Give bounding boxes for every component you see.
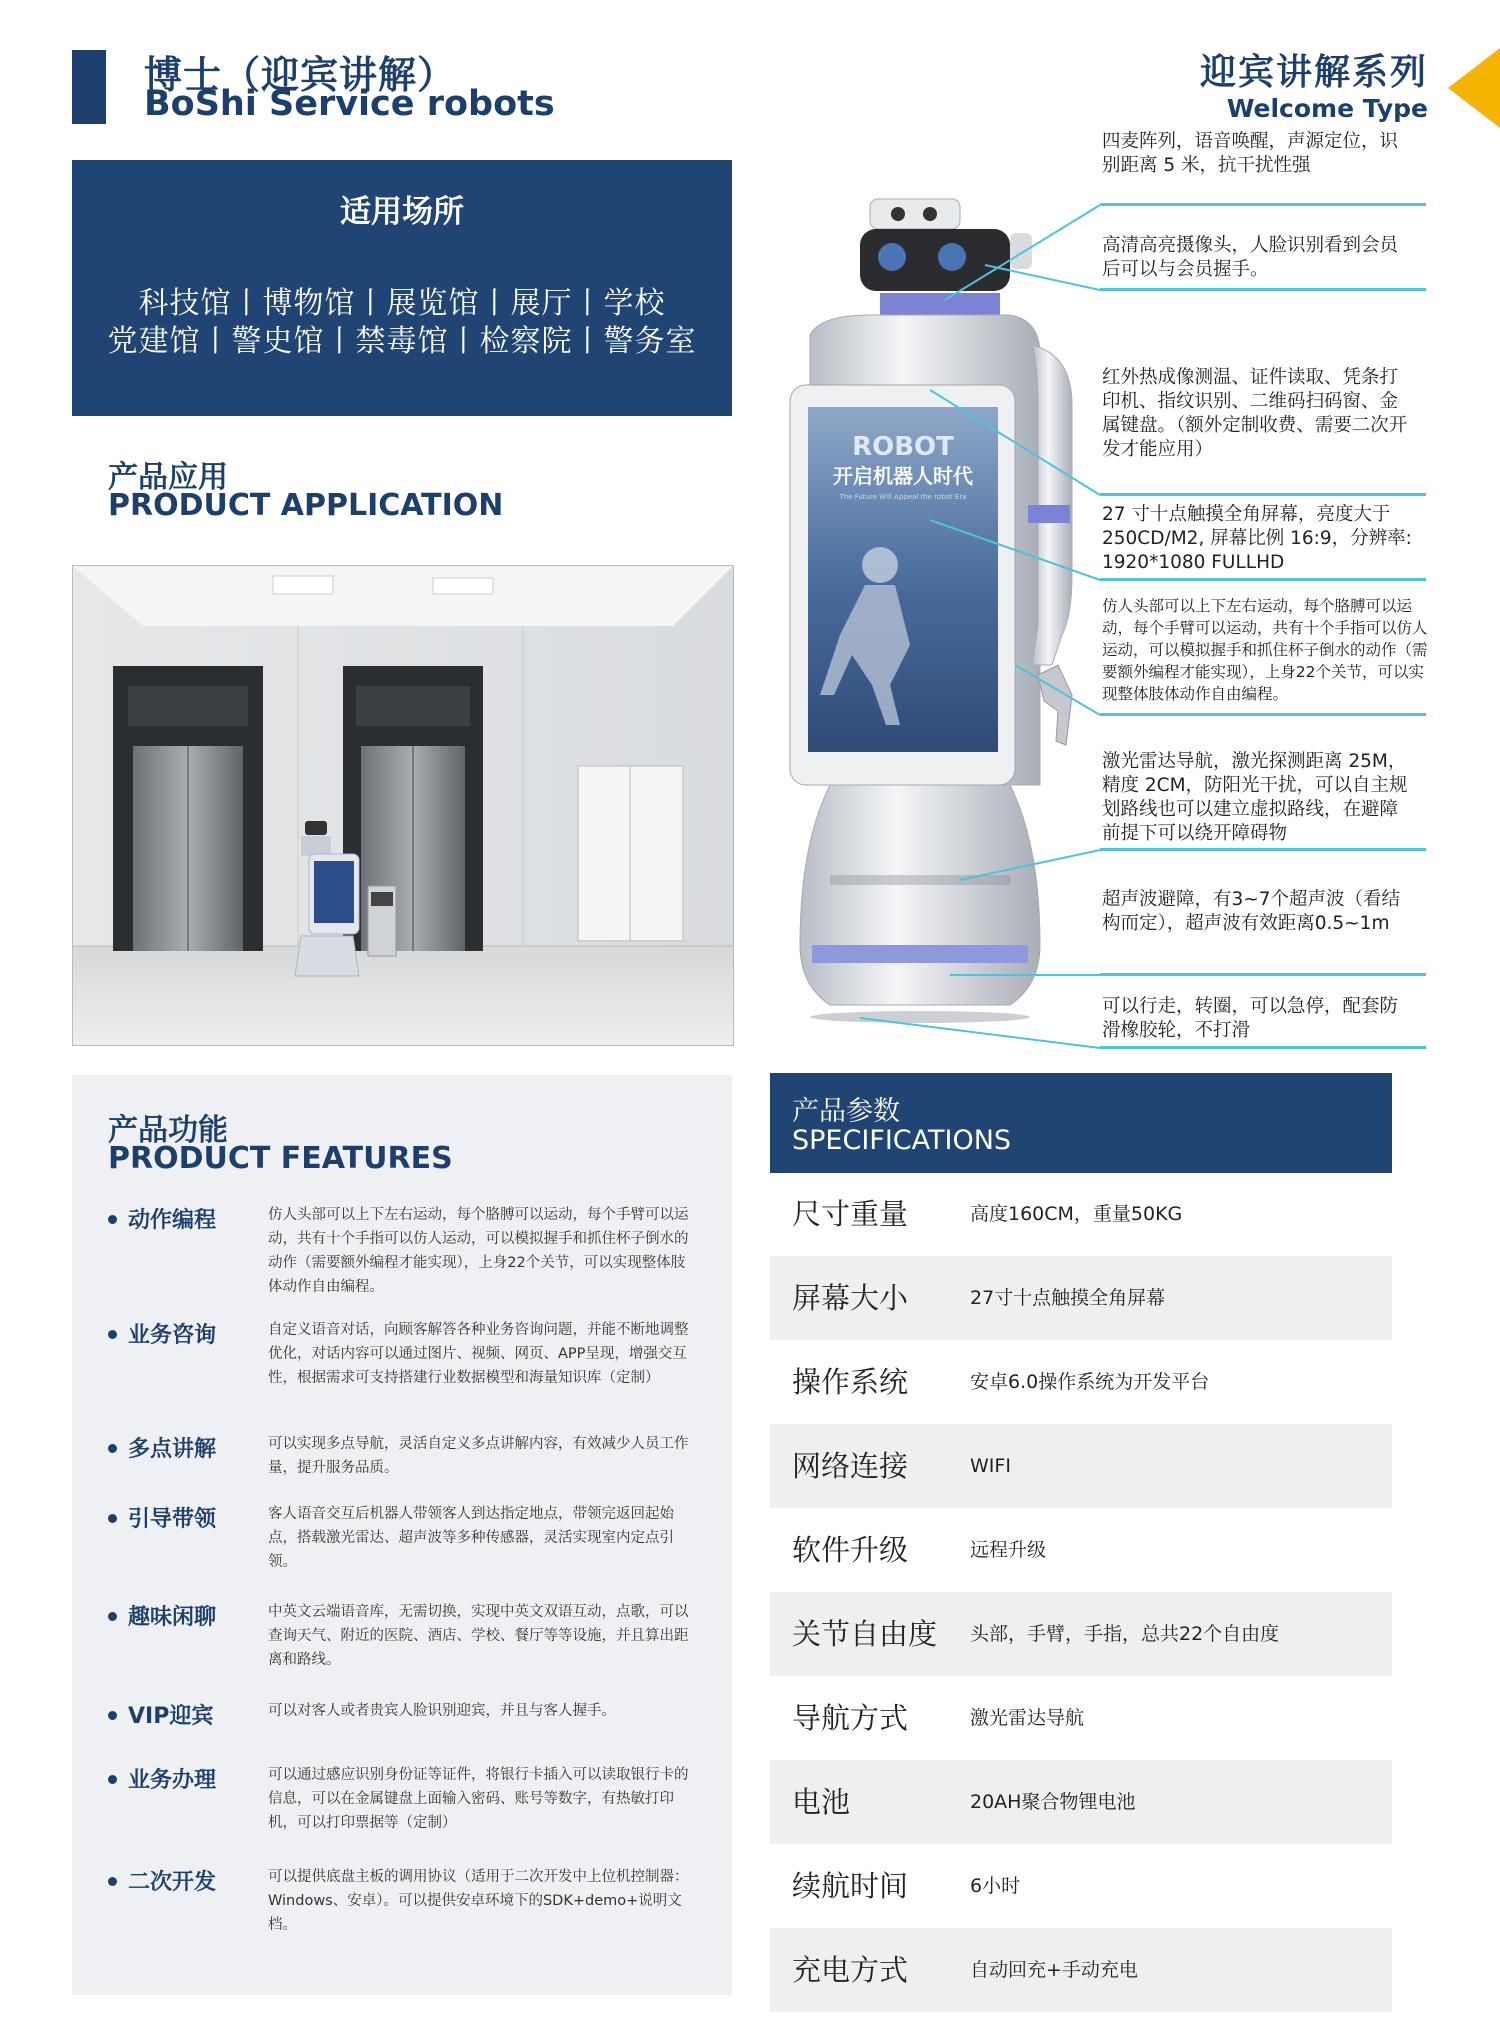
page-subtitle: BoShi Service robots: [144, 84, 555, 124]
feature-desc: 仿人头部可以上下左右运动，每个胳膊可以运动，每个手臂可以运动，共有十个手指可以仿人运动，可以模拟握手和抓住杯子倒水的动作（需要额外编程才能实现），上身22个关节，可以实现整体肢体动作自由编程。: [268, 1207, 689, 1295]
annotation-bar: [1100, 1046, 1426, 1049]
spec-row: [770, 1256, 1392, 1340]
screen-brand: ROBOT: [852, 432, 954, 462]
feature-desc: 中英文云端语音库，无需切换，实现中英文双语互动，点歌，可以查询天气、附近的医院、酒店、学校、餐厅等等设施，并且算出距离和路线。: [268, 1604, 689, 1668]
spec-row: [770, 1760, 1392, 1844]
page-title: 博士（迎宾讲解）: [144, 53, 457, 97]
annotation-bar: [1100, 288, 1426, 291]
annotation-ultrasonic: 超声波避障，有3~7个超声波（看结构而定），超声波有效距离0.5~1m: [1102, 889, 1401, 934]
feature-name: VIP迎宾: [128, 1704, 214, 1729]
feature-desc: 可以对客人或者贵宾人脸识别迎宾，并且与客人握手。: [268, 1703, 616, 1719]
spec-label: 屏幕大小: [792, 1281, 909, 1315]
spec-row: [770, 1592, 1392, 1676]
spec-label: 操作系统: [792, 1365, 909, 1399]
venues-line-2: 党建馆丨警史馆丨禁毒馆丨检察院丨警务室: [107, 324, 697, 359]
spec-label: 软件升级: [792, 1533, 909, 1567]
annotation-bar: [1100, 203, 1426, 206]
feature-name: 业务办理: [128, 1768, 217, 1793]
spec-value: 高度160CM，重量50KG: [970, 1203, 1183, 1225]
bullet-icon: [108, 1612, 117, 1621]
annotation-bar: [1100, 713, 1426, 716]
annotation-bar: [1100, 578, 1426, 581]
feature-name: 趣味闲聊: [128, 1605, 217, 1630]
series-subtitle: Welcome Type: [1226, 94, 1428, 123]
features-panel: [72, 1075, 732, 1995]
feature-name: 引导带领: [128, 1507, 217, 1532]
feature-name: 多点讲解: [128, 1437, 217, 1462]
specs-title-en: SPECIFICATIONS: [792, 1125, 1012, 1156]
feature-name: 业务咨询: [128, 1323, 217, 1348]
venues-title: 适用场所: [340, 194, 464, 230]
bullet-icon: [108, 1775, 117, 1784]
spec-row: [770, 1340, 1392, 1424]
specs-header: [770, 1073, 1392, 1173]
feature-desc: 客人语音交互后机器人带领客人到达指定地点，带领完返回起始点，搭载激光雷达、超声波等多种传感器，灵活实现室内定点引领。: [268, 1506, 674, 1570]
feature-desc: 自定义语音对话，向顾客解答各种业务咨询问题，并能不断地调整优化，对话内容可以通过图片、视频、网页、APP呈现，增强交互性，根据需求可支持搭建行业数据模型和海量知识库（定制）: [268, 1322, 689, 1386]
feature-desc: 可以提供底盘主板的调用协议（适用于二次开发中上位机控制器：Windows、安卓）。可以提供安卓环境下的SDK+demo+说明文档。: [268, 1869, 689, 1933]
spec-row: [770, 1508, 1392, 1592]
feature-desc: 可以实现多点导航，灵活自定义多点讲解内容，有效减少人员工作量，提升服务品质。: [268, 1436, 689, 1476]
spec-label: 网络连接: [792, 1449, 909, 1483]
bullet-icon: [108, 1215, 117, 1224]
spec-value: 自动回充+手动充电: [970, 1959, 1138, 1981]
spec-row: [770, 1844, 1392, 1928]
spec-value: 激光雷达导航: [970, 1707, 1085, 1729]
features-title-cn: 产品功能: [108, 1113, 228, 1148]
spec-row: [770, 1928, 1392, 2012]
spec-label: 尺寸重量: [792, 1197, 909, 1231]
specs-title-cn: 产品参数: [792, 1096, 900, 1127]
spec-value: 27寸十点触摸全角屏幕: [970, 1287, 1166, 1309]
spec-label: 电池: [792, 1785, 851, 1819]
spec-row: [770, 1172, 1392, 1256]
screen-slogan: 开启机器人时代: [833, 464, 973, 488]
bullet-icon: [108, 1711, 117, 1720]
annotation-joints: 仿人头部可以上下左右运动，每个胳膊可以运动，每个手臂可以运动，共有十个手指可以仿人运动，可以模拟握手和抓住杯子倒水的动作（需要额外编程才能实现），上身22个关节，可以实现整体肢体动作自由编程。: [1102, 597, 1428, 703]
series-title: 迎宾讲解系列: [1199, 52, 1428, 93]
spec-value: WIFI: [970, 1455, 1011, 1477]
bullet-icon: [108, 1330, 117, 1339]
bullet-icon: [108, 1877, 117, 1886]
annotation-camera: 高清高亮摄像头，人脸识别看到会员后可以与会员握手。: [1102, 235, 1399, 280]
spec-label: 充电方式: [792, 1953, 909, 1987]
application-title-en: PRODUCT APPLICATION: [108, 488, 504, 523]
annotation-lidar: 激光雷达导航，激光探测距离 25M，精度 2CM，防阳光干扰，可以自主规划路线也可以建立虚拟路线，在避障前提下可以绕开障碍物: [1102, 751, 1408, 844]
feature-name: 动作编程: [128, 1208, 217, 1233]
spec-label: 续航时间: [792, 1869, 909, 1903]
annotation-wheels: 可以行走，转圈，可以急停，配套防滑橡胶轮，不打滑: [1102, 996, 1399, 1041]
bullet-icon: [108, 1444, 117, 1453]
annotation-screen: 27 寸十点触摸全角屏幕，亮度大于 250CD/M2, 屏幕比例 16:9，分辨率: 1920*1080 FULLHD: [1102, 504, 1412, 573]
spec-row: [770, 1424, 1392, 1508]
spec-value: 安卓6.0操作系统为开发平台: [970, 1371, 1210, 1393]
spec-row: [770, 1676, 1392, 1760]
annotation-bar: [1100, 493, 1426, 496]
annotation-microphone: 四麦阵列，语音唤醒，声源定位，识别距离 5 米，抗干扰性强: [1102, 131, 1399, 176]
screen-tagline: The Future Will Appeal the robot Era: [839, 493, 967, 501]
annotation-bar: [1100, 973, 1426, 976]
spec-value: 头部，手臂，手指，总共22个自由度: [970, 1623, 1280, 1645]
feature-desc: 可以通过感应识别身份证等证件，将银行卡插入可以读取银行卡的信息，可以在金属键盘上面输入密码、账号等数字，有热敏打印机，可以打印票据等（定制）: [268, 1767, 689, 1831]
bullet-icon: [108, 1514, 117, 1523]
spec-value: 6小时: [970, 1875, 1021, 1897]
spec-value: 远程升级: [970, 1539, 1047, 1561]
annotation-peripherals: 红外热成像测温、证件读取、凭条打印机、指纹识别、二维码扫码窗、金属键盘。（额外定制收费、需要二次开发才能应用）: [1102, 367, 1408, 460]
feature-name: 二次开发: [128, 1870, 217, 1895]
spec-label: 关节自由度: [792, 1617, 938, 1651]
spec-label: 导航方式: [792, 1701, 909, 1735]
venues-line-1: 科技馆丨博物馆丨展览馆丨展厅丨学校: [138, 286, 666, 321]
features-title-en: PRODUCT FEATURES: [108, 1141, 453, 1176]
spec-value: 20AH聚合物锂电池: [970, 1791, 1136, 1813]
annotation-bar: [1100, 848, 1426, 851]
application-title-cn: 产品应用: [108, 460, 228, 495]
